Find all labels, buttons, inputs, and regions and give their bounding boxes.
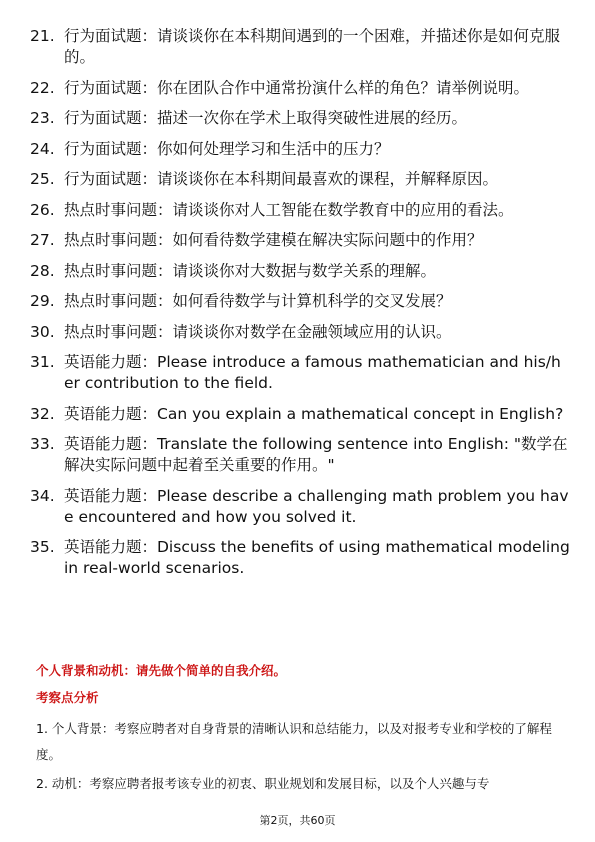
question-text: 热点时事问题：请谈谈你对大数据与数学关系的理解。 — [64, 261, 437, 280]
analysis-heading: 考察点分析 — [36, 690, 99, 705]
question-item — [30, 434, 570, 476]
analysis-item: 2. 动机：考察应聘者报考该专业的初衷、职业规划和发展目标，以及个人兴趣与专 — [36, 776, 490, 791]
question-number: 33. — [30, 435, 55, 453]
question-number: 21. — [30, 27, 55, 45]
question-text: 英语能力题：Translate the following sentence into English: "数学在解决实际问题中起着至关重要的作用。" — [64, 435, 568, 474]
question-number: 25. — [30, 170, 55, 188]
question-item — [30, 230, 570, 251]
question-text: 热点时事问题：如何看待数学与计算机科学的交叉发展？ — [64, 292, 452, 310]
question-text: 英语能力题：Discuss the benefits of using mathematical modeling in real-world scenarios. — [64, 538, 570, 577]
question-item — [30, 537, 570, 579]
question-item — [30, 486, 570, 528]
question-text: 行为面试题：请谈谈你在本科期间遇到的一个困难，并描述你是如何克服的。 — [64, 27, 561, 66]
question-item — [30, 352, 570, 394]
question-text: 热点时事问题：如何看待数学建模在解决实际问题中的作用？ — [64, 231, 483, 249]
analysis-list — [36, 716, 564, 800]
section-heading: 个人背景和动机：请先做个简单的自我介绍。 — [36, 663, 287, 678]
question-item — [30, 291, 570, 312]
question-item — [30, 404, 570, 425]
question-list — [30, 26, 570, 589]
question-item — [30, 261, 570, 282]
question-item — [30, 200, 570, 221]
question-text: 行为面试题：你如何处理学习和生活中的压力？ — [64, 139, 390, 158]
question-number: 22. — [30, 78, 55, 97]
question-item — [30, 78, 570, 99]
question-number: 27. — [30, 231, 55, 249]
question-number: 35. — [30, 538, 55, 556]
question-number: 23. — [30, 109, 55, 127]
question-item — [30, 169, 570, 190]
question-number: 34. — [30, 486, 55, 505]
question-number: 29. — [30, 292, 55, 310]
question-text: 英语能力题：Please introduce a famous mathematician and his/her contribution to the field. — [64, 353, 561, 392]
question-text: 行为面试题：你在团队合作中通常扮演什么样的角色？请举例说明。 — [64, 78, 530, 97]
question-text: 英语能力题：Can you explain a mathematical concept in English? — [64, 404, 564, 423]
question-number: 31. — [30, 353, 55, 371]
question-number: 24. — [30, 139, 55, 158]
question-item — [30, 322, 570, 343]
page-number: 第2页，共60页 — [259, 814, 336, 827]
question-text: 行为面试题：请谈谈你在本科期间最喜欢的课程，并解释原因。 — [64, 170, 499, 188]
question-text: 英语能力题：Please describe a challenging math problem you have encountered and how you solved it. — [64, 486, 569, 526]
question-text: 行为面试题：描述一次你在学术上取得突破性进展的经历。 — [64, 109, 468, 127]
question-number: 32. — [30, 404, 55, 423]
question-number: 28. — [30, 261, 55, 280]
question-number: 26. — [30, 200, 55, 219]
question-item — [30, 26, 570, 68]
question-number: 30. — [30, 322, 55, 341]
question-text: 热点时事问题：请谈谈你对人工智能在数学教育中的应用的看法。 — [64, 200, 514, 219]
question-item — [30, 139, 570, 160]
analysis-item: 1. 个人背景：考察应聘者对自身背景的清晰认识和总结能力，以及对报考专业和学校的了解程度。 — [36, 721, 552, 762]
question-item — [30, 108, 570, 129]
question-text: 热点时事问题：请谈谈你对数学在金融领域应用的认识。 — [64, 322, 452, 341]
